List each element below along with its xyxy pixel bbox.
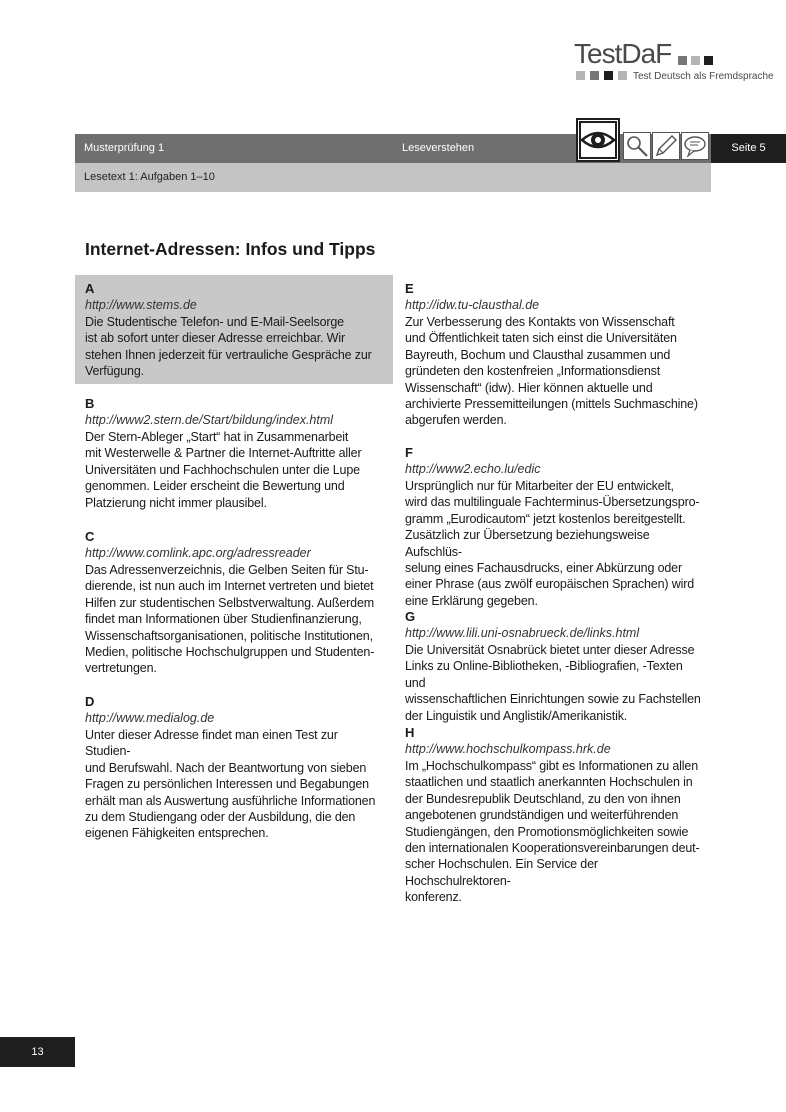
- text-line: und Öffentlichkeit taten sich einst die Universitäten: [405, 331, 677, 346]
- text-line: Das Adressenverzeichnis, die Gelben Seiten für Stu-: [85, 563, 369, 577]
- text-line: mit Westerwelle & Partner die Internet-Auftritte aller: [85, 446, 362, 461]
- text-line: und Berufswahl. Nach der Beantwortung von sieben: [85, 760, 367, 775]
- entry-text: [85, 314, 393, 380]
- text-line: Hilfen zur studentischen Selbstverwaltung. Außerdem: [85, 595, 375, 610]
- entry-text: [85, 429, 385, 511]
- logo-square: [590, 71, 599, 80]
- text-line: abgerufen werden.: [405, 413, 507, 428]
- logo-square: [576, 71, 585, 80]
- entry-letter: E: [405, 281, 414, 296]
- logo-square: [704, 56, 713, 65]
- text-line: eine Erklärung gegeben.: [405, 593, 538, 608]
- text-line: wissenschaftlichen Einrichtungen sowie zu Fachstellen: [405, 692, 701, 707]
- text-line: Universitäten und Fachhochschulen unter die Lupe: [85, 462, 360, 477]
- text-line: Unter dieser Adresse findet man einen Test zur Studien-: [85, 728, 338, 759]
- entry-letter: C: [85, 529, 95, 544]
- text-line: zu dem Studiengang oder der Ausbildung, die den: [85, 810, 356, 825]
- text-line: Verfügung.: [85, 364, 144, 379]
- pen-icon: [652, 132, 680, 160]
- logo-subtitle: Test Deutsch als Fremdsprache: [633, 71, 774, 82]
- entry-e: [405, 280, 705, 429]
- subheader-label: Lesetext 1: Aufgaben 1–10: [84, 171, 215, 183]
- text-line: erhält man als Auswertung ausführliche Informationen: [85, 793, 376, 808]
- text-line: staatlichen und staatlich anerkannten Hochschulen in: [405, 775, 693, 790]
- entry-text: [85, 727, 385, 842]
- text-line: den internationalen Kooperationsvereinbarungen deut-: [405, 841, 700, 856]
- text-line: Platzierung nicht immer plausibel.: [85, 495, 267, 510]
- text-line: konferenz.: [405, 890, 462, 905]
- text-line: stehen Ihnen jederzeit für vertrauliche Gespräche zur: [85, 347, 372, 362]
- text-line: gründeten den kostenfreien „Informationsdienst: [405, 364, 661, 379]
- speech-bubble-icon: [681, 132, 709, 160]
- testdaf-logo: [574, 38, 774, 84]
- text-line: Die Universität Osnabrück bietet unter dieser Adresse: [405, 643, 695, 657]
- entry-b: [85, 395, 385, 511]
- entry-url: http://www2.stern.de/Start/bildung/index.html: [85, 413, 334, 427]
- section-icons: [576, 118, 711, 164]
- text-line: angebotenen grundständigen und weiterführenden: [405, 808, 679, 823]
- text-line: dierende, ist nun auch im Internet vertreten und bietet: [85, 579, 374, 594]
- eye-icon: [576, 118, 620, 162]
- entry-c: [85, 528, 385, 677]
- entry-f: [405, 444, 705, 609]
- text-line: Bayreuth, Bochum und Clausthal zusammen und: [405, 347, 671, 362]
- text-line: archivierte Pressemitteilungen (mittels Suchmaschine): [405, 397, 698, 412]
- text-line: selung eines Fachausdrucks, einer Abkürzung oder: [405, 561, 682, 576]
- section-label: Leseverstehen: [402, 142, 475, 154]
- text-line: findet man Informationen über Studienfinanzierung,: [85, 612, 362, 627]
- entry-d: [85, 693, 385, 842]
- text-line: Ursprünglich nur für Mitarbeiter der EU entwickelt,: [405, 479, 674, 493]
- entry-text: [405, 478, 705, 609]
- logo-square: [618, 71, 627, 80]
- text-line: eigenen Fähigkeiten entsprechen.: [85, 826, 269, 841]
- text-line: Studiengängen, den Promotionsmöglichkeiten sowie: [405, 824, 689, 839]
- logo-square: [691, 56, 700, 65]
- text-line: Zur Verbesserung des Kontakts von Wissenschaft: [405, 315, 675, 329]
- exam-label: Musterprüfung 1: [84, 142, 165, 154]
- entry-letter: A: [85, 281, 95, 296]
- entry-text: [405, 642, 705, 724]
- text-line: Fragen zu persönlichen Interessen und Begabungen: [85, 777, 369, 792]
- logo-square: [678, 56, 687, 65]
- text-line: Wissenschaftsorganisationen, politische Institutionen,: [85, 628, 373, 643]
- entry-a: [75, 275, 393, 384]
- text-line: Zusätzlich zur Übersetzung beziehungsweise Aufschlüs-: [405, 528, 650, 559]
- entry-letter: G: [405, 609, 416, 624]
- page-label: Seite 5: [711, 134, 786, 163]
- text-line: Wissenschaft“ (idw). Hier können aktuelle und: [405, 380, 653, 395]
- page-title: Internet-Adressen: Infos und Tipps: [85, 239, 376, 259]
- text-line: gramm „Eurodicautom“ jetzt kostenlos bereitgestellt.: [405, 511, 686, 526]
- entry-letter: B: [85, 396, 95, 411]
- text-line: einer Phrase (aus zwölf europäischen Sprachen) wird: [405, 577, 695, 592]
- entry-text: [405, 314, 705, 429]
- page-number: 13: [0, 1037, 75, 1067]
- entry-url: http://idw.tu-clausthal.de: [405, 298, 540, 312]
- entry-text: [405, 758, 705, 906]
- entry-url: http://www.hochschulkompass.hrk.de: [405, 742, 611, 756]
- entry-h: [405, 724, 705, 906]
- magnifier-icon: [623, 132, 651, 160]
- subheader-bar: [75, 163, 711, 192]
- entry-g: [405, 608, 705, 724]
- text-line: vertretungen.: [85, 661, 157, 676]
- entry-url: http://www2.echo.lu/edic: [405, 462, 541, 476]
- text-line: ist ab sofort unter dieser Adresse erreichbar. Wir: [85, 331, 345, 346]
- entry-letter: H: [405, 725, 415, 740]
- text-line: der Linguistik und Anglistik/Amerikanistik.: [405, 708, 628, 723]
- entry-url: http://www.lili.uni-osnabrueck.de/links.html: [405, 626, 640, 640]
- logo-square: [604, 71, 613, 80]
- entry-letter: D: [85, 694, 95, 709]
- text-line: Links zu Online-Bibliotheken, -Bibliografien, -Texten und: [405, 659, 683, 690]
- text-line: scher Hochschulen. Ein Service der Hochschulrektoren-: [405, 857, 598, 888]
- text-line: Die Studentische Telefon- und E-Mail-Seelsorge: [85, 315, 344, 329]
- entry-text: [85, 562, 385, 677]
- text-line: genommen. Leider erscheint die Bewertung und: [85, 479, 345, 494]
- entry-url: http://www.medialog.de: [85, 711, 215, 725]
- text-line: der Bundesrepublik Deutschland, zu den von ihnen: [405, 791, 681, 806]
- logo-title: TestDaF: [574, 38, 672, 69]
- text-line: wird das multilinguale Fachterminus-Übersetzungspro-: [405, 495, 700, 510]
- entry-url: http://www.comlink.apc.org/adressreader: [85, 546, 311, 560]
- text-line: Der Stern-Ableger „Start“ hat in Zusammenarbeit: [85, 430, 349, 444]
- entry-letter: F: [405, 445, 413, 460]
- text-line: Im „Hochschulkompass“ gibt es Informationen zu allen: [405, 759, 699, 773]
- text-line: Medien, politische Hochschulgruppen und Studenten-: [85, 645, 375, 660]
- entry-url: http://www.stems.de: [85, 298, 197, 312]
